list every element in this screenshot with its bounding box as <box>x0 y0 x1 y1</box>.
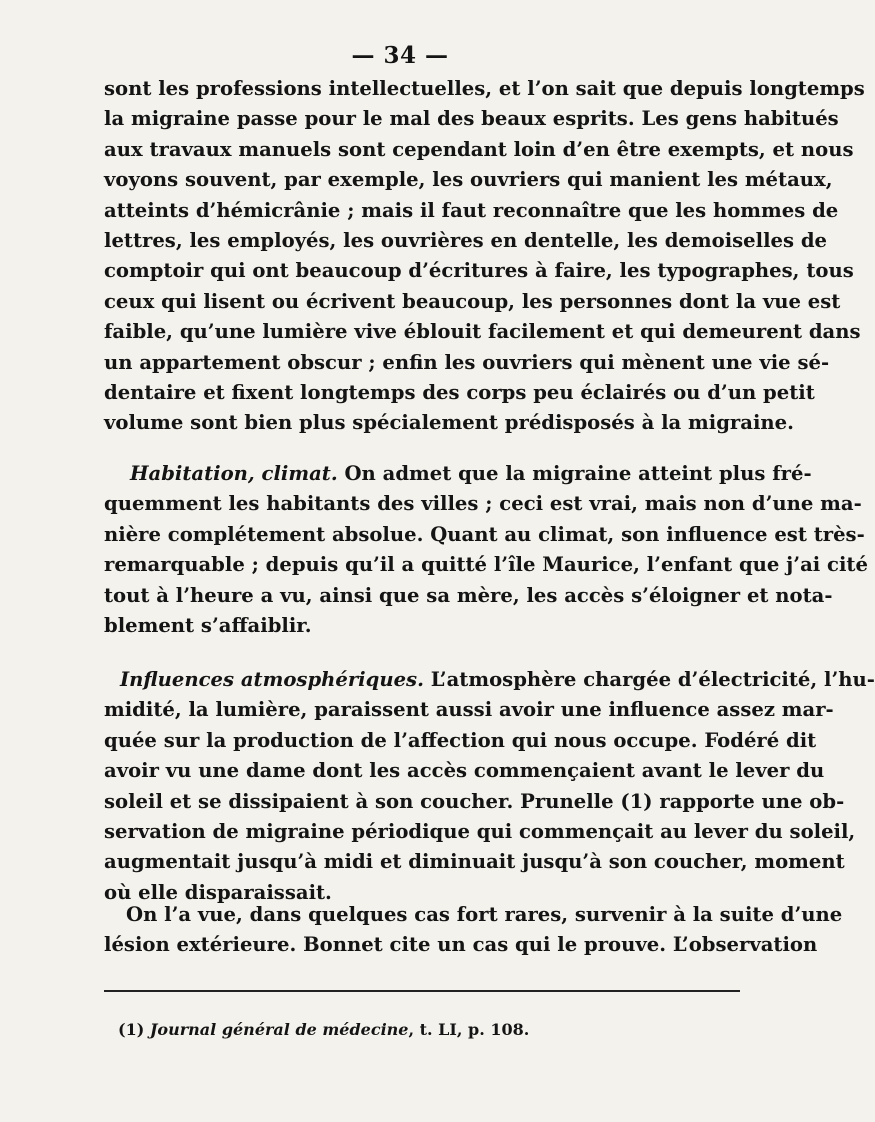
text-line: sont les professions intellectuelles, et l’on sait que depuis longtemps <box>104 77 865 100</box>
text-line: servation de migraine périodique qui commençait au lever du soleil, <box>104 819 856 843</box>
text-line: voyons souvent, par exemple, les ouvriers qui manient les métaux, <box>104 168 833 192</box>
text-line: lésion extérieure. Bonnet cite un cas qui le prouve. L’observation <box>104 933 818 957</box>
text-line: augmentait jusqu’à midi et diminuait jusqu’à son coucher, moment <box>104 850 845 874</box>
text-line: remarquable ; depuis qu’il a quitté l’île Maurice, l’enfant que j’ai cité <box>104 553 868 577</box>
text-line: blement s’affaiblir. <box>104 613 312 637</box>
text-line: soleil et se dissipaient à son coucher. Prunelle (1) rapporte une ob- <box>104 789 845 813</box>
text-line: avoir vu une dame dont les accès commençaient avant le lever du <box>104 759 825 783</box>
paragraph-first-line <box>104 665 875 695</box>
text-line: dentaire et fixent longtemps des corps peu éclairés ou d’un petit <box>104 380 815 404</box>
text-line: nière complétement absolue. Quant au climat, son influence est très- <box>104 522 865 546</box>
text-line: atteints d’hémicrânie ; mais il faut reconnaître que les hommes de <box>104 198 839 222</box>
footnote-details: , t. LI, p. 108. <box>408 1020 530 1039</box>
footnote-journal-title: Journal général de médecine <box>149 1020 409 1039</box>
footnote-divider <box>104 990 740 992</box>
section-heading-habitation-climat: Habitation, climat. <box>130 462 338 485</box>
text-line: où elle disparaissait. <box>104 880 332 904</box>
text-line: tout à l’heure a vu, ainsi que sa mère, les accès s’éloigner et nota- <box>104 583 833 607</box>
text-line: ceux qui lisent ou écrivent beaucoup, les personnes dont la vue est <box>104 289 841 313</box>
footnote <box>118 1020 529 1039</box>
text-run: On admet que la migraine atteint plus fré- <box>337 462 812 485</box>
text-line: On l’a vue, dans quelques cas fort rares, survenir à la suite d’une <box>126 903 843 926</box>
text-run: L’atmosphère chargée d’électricité, l’hu- <box>423 668 875 691</box>
text-line: volume sont bien plus spécialement prédisposés à la migraine. <box>104 411 794 435</box>
text-line: lettres, les employés, les ouvrières en dentelle, les demoiselles de <box>104 228 828 252</box>
footnote-marker: (1) <box>118 1020 145 1039</box>
text-line: comptoir qui ont beaucoup d’écritures à faire, les typographes, tous <box>104 259 854 283</box>
paragraph-habitation-climat <box>104 459 868 641</box>
paragraph-influences-atmospheriques <box>104 665 875 908</box>
text-line: aux travaux manuels sont cependant loin d’en être exempts, et nous <box>104 137 854 161</box>
section-heading-influences-atmospheriques: Influences atmosphériques. <box>120 668 424 691</box>
paragraph-lesion-exterieure <box>104 900 843 961</box>
text-line: la migraine passe pour le mal des beaux esprits. Les gens habitués <box>104 107 839 131</box>
paragraph-occupations <box>104 74 865 439</box>
text-line: quée sur la production de l’affection qui nous occupe. Fodéré dit <box>104 728 817 752</box>
page-number: — 34 — <box>351 42 449 69</box>
text-line: midité, la lumière, paraissent aussi avoir une influence assez mar- <box>104 698 834 722</box>
text-line: quemment les habitants des villes ; ceci est vrai, mais non d’une ma- <box>104 492 862 516</box>
paragraph-first-line <box>104 459 812 489</box>
text-line: faible, qu’une lumière vive éblouit facilement et qui demeurent dans <box>104 320 861 344</box>
text-line: un appartement obscur ; enfin les ouvriers qui mènent une vie sé- <box>104 350 830 374</box>
